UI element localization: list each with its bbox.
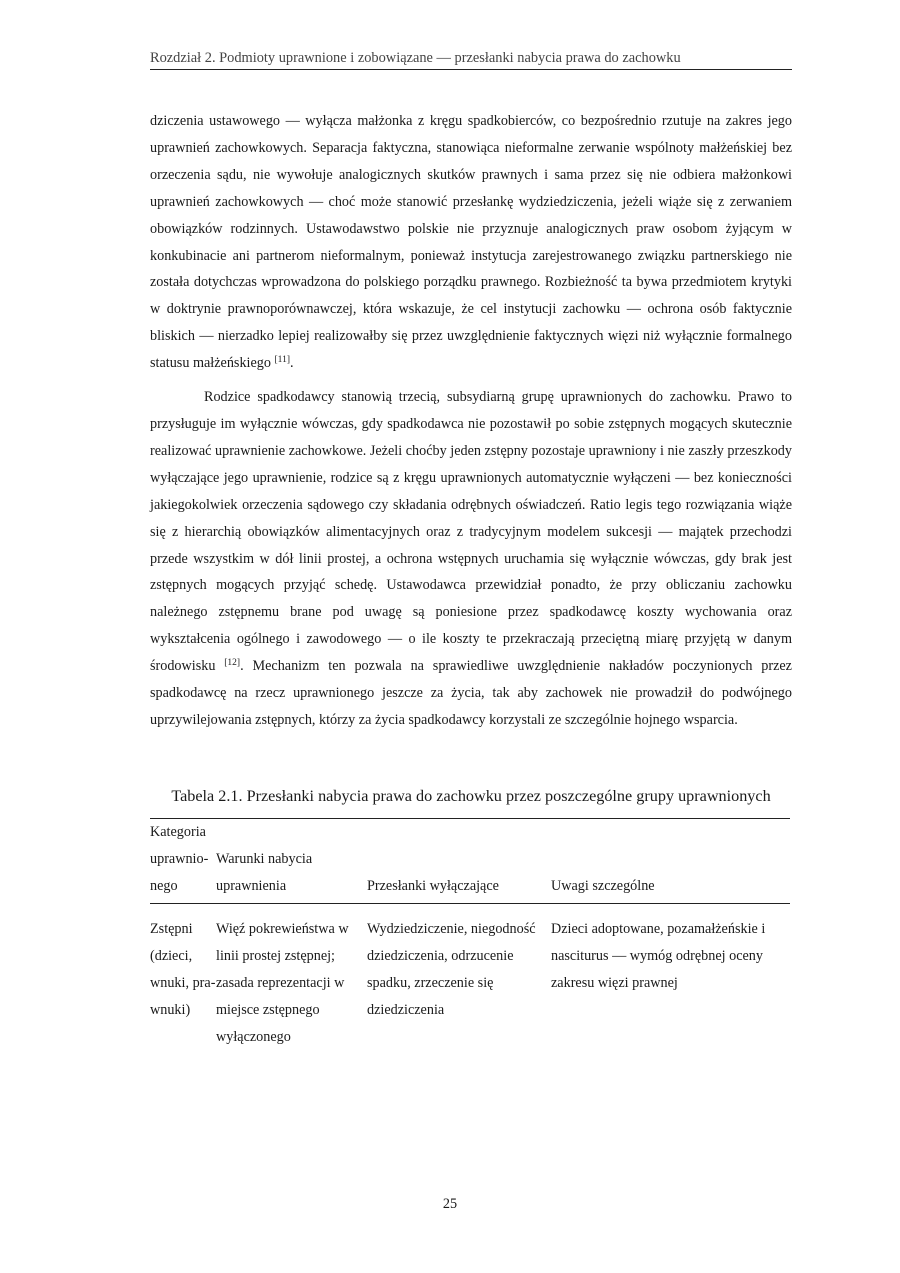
paragraph-text: dziczenia ustawowego — wyłącza małżonka z kręgu spadkobierców, co bezpośrednio rzutuje na zakres jego uprawnień zachowkowych. Separacja faktyczna, stanowiąca nieformalne zerwanie wspólnoty małżeńskiej bez orzeczenia sądu, nie wywołuje analogicznych skutków prawnych i sama przez się nie odbiera małżonkowi uprawnień zachowkowych — choć może stanowić przesłankę wydziedziczenia, jeżeli wiąże się z zerwaniem obowiązków rodzinnych. Ustawodawstwo polskie nie przyznuje analogicznych praw osobom żyjącym w konkubinacie ani partnerom nieformalnym, ponieważ instytucja zarejestrowanego związku partnerskiego nie została dotychczas wprowadzona do polskiego porządku prawnego. Rozbieżność ta bywa przedmiotem krytyki w doktrynie prawnoporównawczej, która wskazuje, że cel instytucji zachowku — ochrona osób faktycznie bliskich — nierzadko lepiej realizowałby się przez uwzględnienie faktycznych więzi niż wyłącznie formalnego statusu małżeńskiego — [150, 113, 792, 372]
table-caption: Tabela 2.1. Przesłanki nabycia prawa do zachowku przez poszczególne grupy uprawnionych — [171, 787, 771, 805]
paragraph-text-end: . — [290, 355, 294, 372]
table-header-row — [150, 819, 790, 904]
paragraph-text: Rodzice spadkodawcy stanowią trzecią, subsydiarną grupę uprawnionych do zachowku. Prawo to przysługuje im wyłącznie wówczas, gdy spadkodawca nie pozostawił po sobie zstępnych mogących skutecznie realizować uprawnienie zachowkowe. Jeżeli choćby jeden zstępny pozostaje uprawniony i nie zaszły przeszkody wyłączające jego uprawnienie, rodzice są z kręgu uprawnionych automatycznie wyłączeni — bez konieczności jakiegokolwiek orzeczenia sądowego czy składania odrębnych oświadczeń. Ratio legis tego rozwiązania wiąże się z hierarchią obowiązków alimentacyjnych oraz z tradycyjnym modelem sukcesji — majątek przechodzi przede wszystkim w dół linii prostej, a ochrona wstępnych uruchamia się wyłącznie wówczas, gdy brak jest zstępnych mogących przyjąć schedę. Ustawodawca przewidział ponadto, że przy obliczaniu zachowku należnego zstępnemu brane pod uwagę są poniesione przez spadkodawcę koszty wychowania oraz wykształcenia ogólnego i zawodowego — o ile koszty te przekraczają przeciętną miarę przyjętą w danym środowisku — [150, 389, 792, 675]
table-cell-exclusions: Wydziedziczenie, niegodność dziedziczenia, odrzucenie spadku, zrzeczenie się dziedziczenia — [367, 921, 536, 1018]
requirements-table — [150, 818, 790, 1051]
table-cell-category: Zstępni (dzieci, wnuki, prawnuki) — [150, 921, 216, 1018]
table-cell-remarks: Dzieci adoptowane, pozamałżeńskie i nasciturus — wymóg odrębnej oceny zakresu więzi prawnej — [551, 921, 766, 991]
column-header-conditions: Warunki nabycia uprawnienia — [216, 851, 313, 894]
paragraph — [150, 384, 792, 734]
page-number: 25 — [442, 1196, 458, 1212]
body-text — [150, 108, 792, 734]
column-header-exclusions: Przesłanki wyłączające — [367, 878, 499, 894]
running-header: Rozdział 2. Podmioty uprawnione i zobowiązane — przesłanki nabycia prawa do zachowku — [150, 50, 792, 70]
citation-ref[interactable]: [12] — [224, 658, 241, 669]
table-cell-conditions: Więź pokrewieństwa w linii prostej zstępnej; zasada reprezentacji w miejsce zstępnego wyłączonego — [216, 921, 349, 1045]
column-header-remarks: Uwagi szczególne — [551, 878, 655, 894]
table-row — [150, 904, 790, 1052]
column-header-category: Kategoria uprawnionego — [150, 824, 209, 894]
paragraph — [150, 108, 792, 377]
citation-ref[interactable]: [11] — [274, 355, 290, 366]
paragraph-text-end: . Mechanizm ten pozwala na sprawiedliwe uwzględnienie nakładów poczynionych przez spadkodawcę na rzecz uprawnionego jeszcze za życia, tak aby zachowek nie prowadził do podwójnego uprzywilejowania zstępnych, którzy za życia spadkodawcy korzystali ze szczególnie hojnego wsparcia. — [150, 658, 792, 728]
